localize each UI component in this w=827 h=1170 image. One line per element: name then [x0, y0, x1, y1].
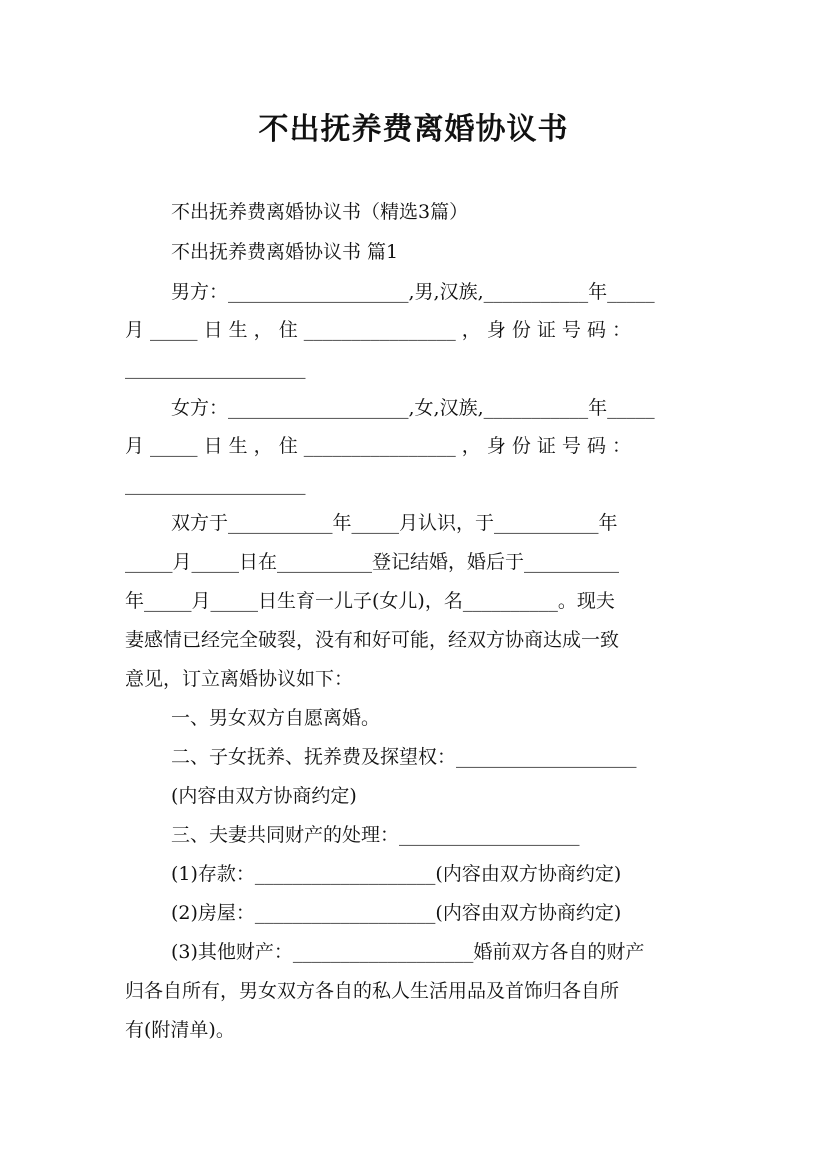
clause-3-item-3: (3)其他财产：___________________婚前双方各自的财产	[171, 941, 645, 963]
female-party-line-2: 月 _____ 日 生 ， 住 ________________ ， 身 份 证 号 码 ：	[125, 435, 632, 457]
paragraph-line: 归各自所有，男女双方各自的私人生活用品及首饰归各自所	[125, 980, 620, 1002]
clause-3: 三、夫妻共同财产的处理：___________________	[171, 824, 580, 846]
female-party-line: 女方：___________________,女,汉族,___________年_____	[171, 397, 655, 419]
clause-2: 二、子女抚养、抚养费及探望权：___________________	[171, 746, 637, 768]
paragraph-line: 年_____月_____日生育一儿子(女儿)，名__________。现夫	[125, 590, 615, 612]
male-party-line-2: 月 _____ 日 生 ， 住 ________________ ， 身 份 证 号 码 ：	[125, 319, 632, 341]
paragraph-line: 意见，订立离婚协议如下：	[125, 668, 354, 690]
female-party-line-3: ___________________	[125, 473, 306, 495]
clause-2-note: (内容由双方协商约定)	[171, 785, 357, 807]
subtitle-line: 不出抚养费离婚协议书（精选3篇）	[171, 201, 469, 223]
male-party-line-3: ___________________	[125, 357, 306, 379]
paragraph-line: 妻感情已经完全破裂，没有和好可能，经双方协商达成一致	[125, 629, 620, 651]
paragraph-line: _____月_____日在__________登记结婚，婚后于__________	[125, 551, 620, 573]
clause-3-item-1: (1)存款：___________________(内容由双方协商约定)	[171, 863, 622, 885]
paragraph-line: 双方于___________年_____月认识，于___________年	[171, 512, 618, 534]
clause-1: 一、男女双方自愿离婚。	[171, 707, 381, 729]
document-title: 不出抚养费离婚协议书	[258, 112, 569, 147]
male-party-line: 男方：___________________,男,汉族,___________年_____	[171, 281, 655, 303]
clause-3-item-2: (2)房屋：___________________(内容由双方协商约定)	[171, 902, 622, 924]
paragraph-line: 有(附清单)。	[125, 1019, 235, 1041]
section-heading: 不出抚养费离婚协议书 篇1	[171, 241, 399, 263]
